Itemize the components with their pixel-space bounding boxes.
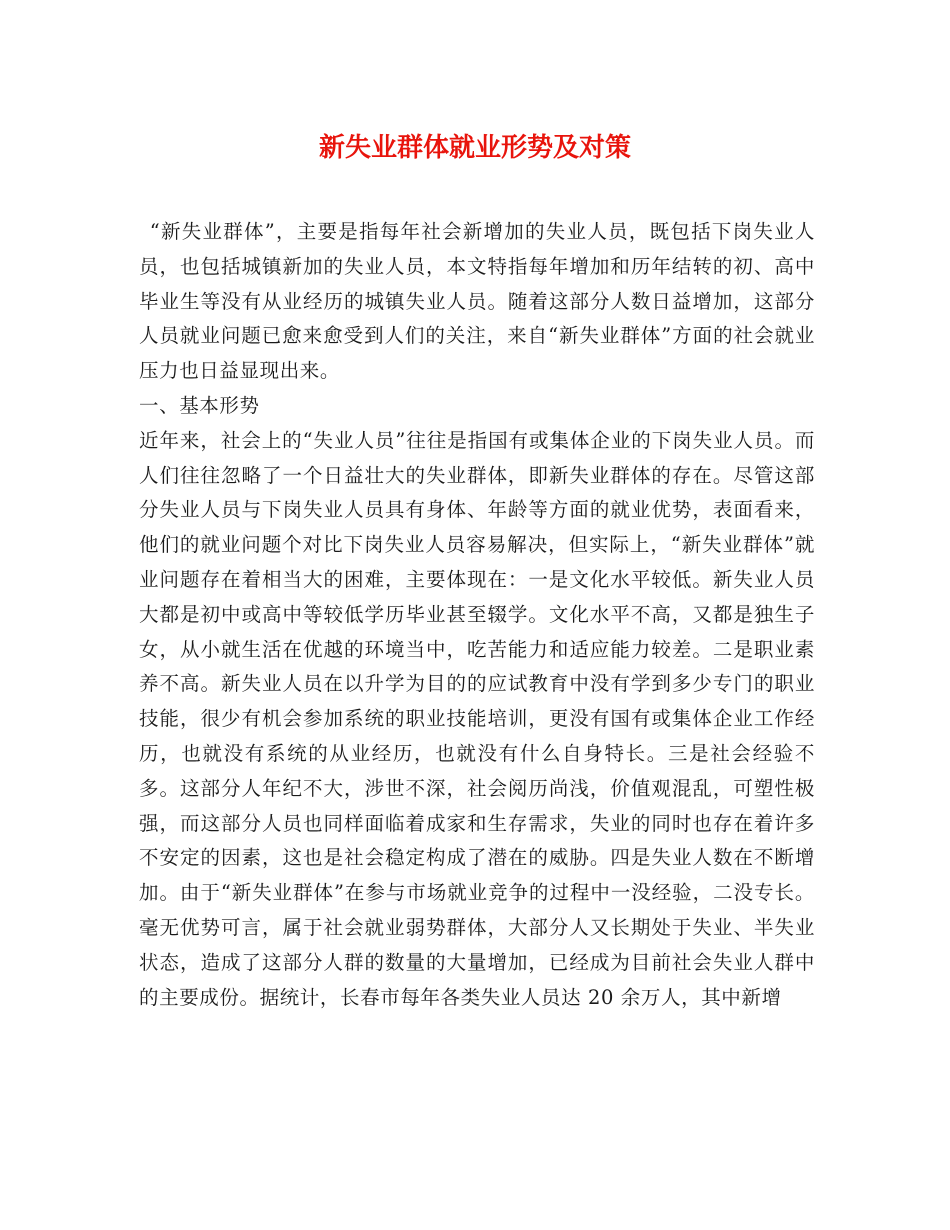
- document-body: [139, 215, 815, 1015]
- document-title: 新失业群体就业形势及对策: [318, 133, 631, 163]
- paragraph-basic-situation: 近年来，社会上的“失业人员”往往是指国有或集体企业的下岗失业人员。而人们往往忽略了一个日益壮大的失业群体，即新失业群体的存在。尽管这部分失业人员与下岗失业人员具有身体、年龄等方面的就业优势，表面看来，他们的就业问题个对比下岗失业人员容易解决，但实际上，“新失业群体”就业问题存在着相当大的困难，主要体现在：一是文化水平较低。新失业人员大都是初中或高中等较低学历毕业甚至辍学。文化水平不高，又都是独生子女，从小就生活在优越的环境当中，吃苦能力和适应能力较差。二是职业素养不高。新失业人员在以升学为目的的应试教育中没有学到多少专门的职业技能，很少有机会参加系统的职业技能培训，更没有国有或集体企业工作经历，也就没有系统的从业经历，也就没有什么自身特长。三是社会经验不多。这部分人年纪不大，涉世不深，社会阅历尚浅，价值观混乱，可塑性极强，而这部分人员也同样面临着成家和生存需求，失业的同时也存在着许多不安定的因素，这也是社会稳定构成了潜在的威胁。四是失业人数在不断增加。由于“新失业群体”在参与市场就业竞争的过程中一没经验，二没专长。毫无优势可言，属于社会就业弱势群体，大部分人又长期处于失业、半失业状态，造成了这部分人群的数量的大量增加，已经成为目前社会失业人群中的主要成份。据统计，长春市每年各类失业人员达 20 余万人，其中新增: [139, 428, 815, 1009]
- section-heading-basic-situation: 一、基本形势: [139, 393, 260, 417]
- paragraph-intro: “新失业群体”，主要是指每年社会新增加的失业人员，既包括下岗失业人员，也包括城镇新加的失业人员，本文特指每年增加和历年结转的初、高中毕业生等没有从业经历的城镇失业人员。随着这部分人数日益增加，这部分人员就业问题已愈来愈受到人们的关注，来自“新失业群体”方面的社会就业压力也日益显现出来。: [139, 220, 815, 383]
